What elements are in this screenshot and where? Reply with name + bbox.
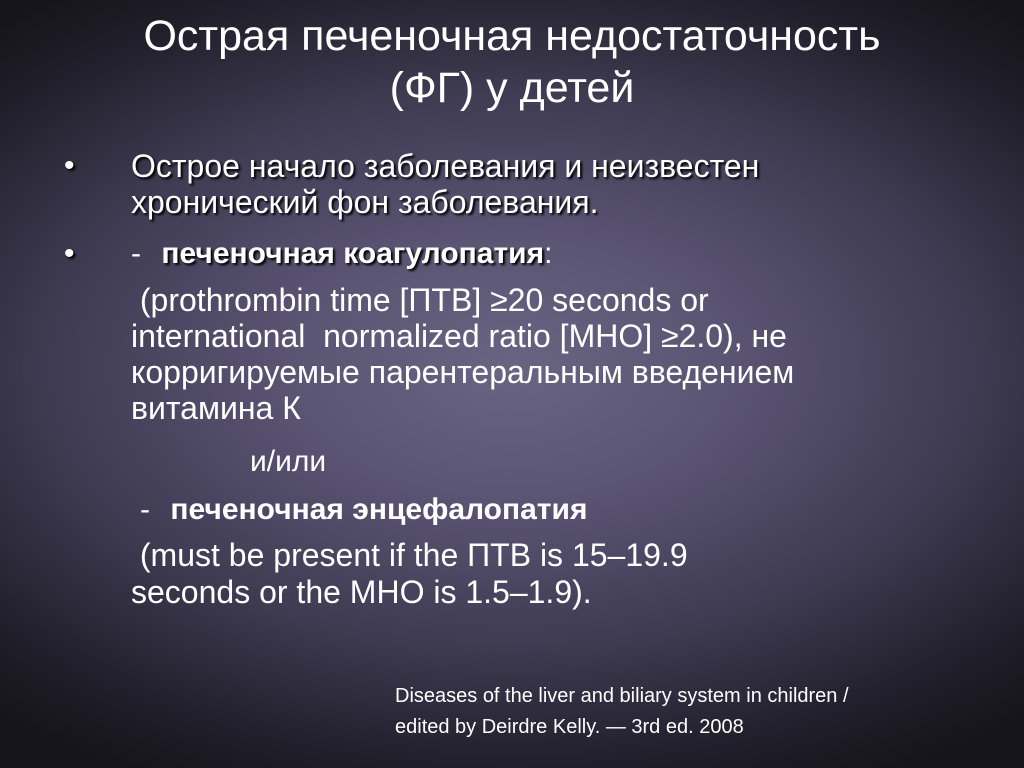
- criteria-line-2: international normalized ratio [МНО] ≥2.0), не: [131, 318, 787, 354]
- bullet-2-colon: :: [544, 237, 553, 270]
- title-line-1: Острая печеночная недостаточность: [143, 12, 881, 60]
- criteria-line-4: витамина К: [131, 390, 301, 426]
- title-line-2: (ФГ) у детей: [389, 64, 635, 112]
- bullet-1-line-2: хронический фон заболевания.: [131, 184, 599, 220]
- bullet-marker-1: •: [64, 149, 75, 182]
- criteria-line-3: корригируемые парентеральным введением: [131, 354, 795, 390]
- coagulopathy-term: печеночная коагулопатия: [161, 237, 545, 270]
- condition-line-2: seconds or the МНО is 1.5–1.9).: [131, 574, 592, 610]
- item-3-dash: -: [140, 493, 150, 526]
- citation-line-2: edited by Deirdre Kelly. — 3rd ed. 2008: [395, 716, 744, 738]
- bullet-1-line-1: Острое начало заболевания и неизвестен: [131, 148, 760, 184]
- slide-title: [40, 10, 984, 114]
- encephalopathy-line: [140, 492, 587, 528]
- bullet-2-line: [131, 236, 552, 272]
- citation-line-1: Diseases of the liver and biliary system in children /: [395, 685, 849, 707]
- encephalopathy-term: печеночная энцефалопатия: [170, 493, 588, 526]
- bullet-marker-2: •: [64, 237, 75, 270]
- criteria-line-1: (prothrombin time [ПТВ] ≥20 seconds or: [131, 282, 709, 318]
- bullet-2-dash: -: [131, 237, 141, 270]
- and-or-text: и/или: [250, 445, 327, 478]
- condition-line-1: (must be present if the ПТВ is 15–19.9: [131, 537, 688, 573]
- source-citation: [395, 681, 995, 743]
